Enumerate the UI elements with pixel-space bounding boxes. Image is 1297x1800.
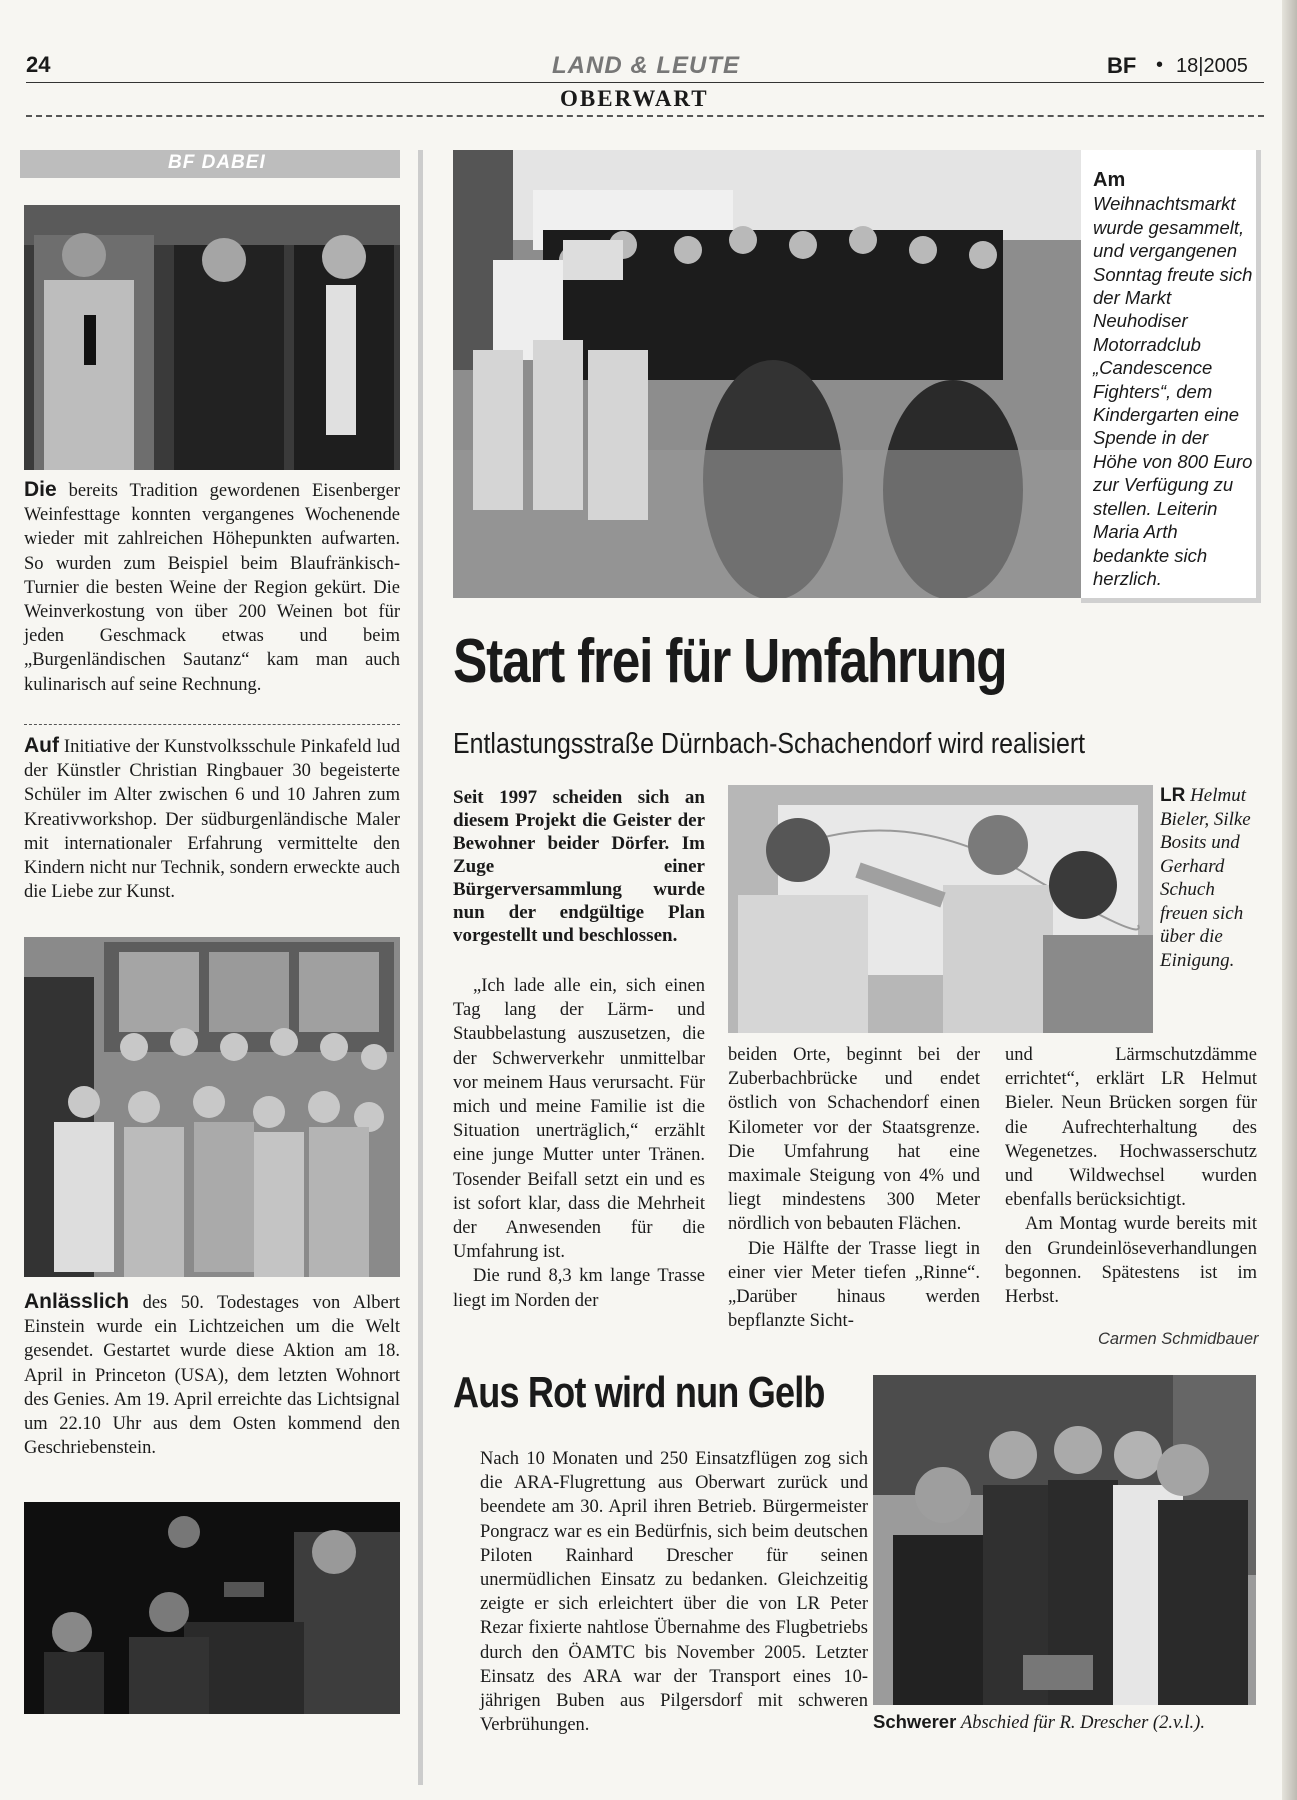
main-headline: Start frei für Umfahrung (453, 627, 1007, 696)
farewell-caption-lead: Schwerer (873, 1711, 957, 1732)
article-col-2-p1: beiden Orte, beginnt bei der Zuberbachbrücke und endet östlich von Schachendorf einen Kilometer vor der Staatsgrenze. Die Umfahrung hat eine maximale Steigung von 4% und liegt mindestens 300 Meter nördlich von bebauten Flächen. (728, 1045, 980, 1235)
article-col-1 (453, 974, 705, 1313)
main-subheadline: Entlastungsstraße Dürnbach-Schachendorf wird realisiert (453, 728, 1086, 760)
caption-text: Weihnachtsmarkt wurde gesammelt, und vergangenen Sonntag freute sich der Markt Neuhodiser Motorradclub „Candescence Fighters“, dem Kindergarten eine Spende in der Höhe von 800 Euro zur Verfügung zu stellen. Leiterin Maria Arth bedankte sich herzlich. (1093, 193, 1253, 589)
issue-number: 18|2005 (1176, 55, 1248, 77)
region-title: OBERWART (560, 86, 709, 111)
article-col-3-p2: Am Montag wurde bereits mit den Grundeinlöseverhandlungen begonnen. Spätestens ist im Herbst. (1005, 1214, 1257, 1308)
wine-text: bereits Tradition gewordenen Eisenberger Weinfesttage konnten vergangenes Wochenende wieder mit zahlreichen Höhepunkten aufwarten. So wurden zum Beispiel beim Blaufränkisch-Turnier die besten Weine der Region gekürt. Die Weinverkostung von über 200 Weinen bot für jeden Geschmack etwas und beim „Burgenländischen Sautanz“ kam man auch kulinarisch auf seine Rechnung. (24, 481, 400, 695)
officials-photo-image (728, 785, 1153, 1033)
wine-photo (24, 205, 400, 470)
article-col-1-p2: Die rund 8,3 km lange Trasse liegt im Norden der (453, 1266, 705, 1311)
officials-caption-text: Helmut Bieler, Silke Bosits und Gerhard Schuch freuen sich über die Einigung. (1160, 785, 1251, 971)
wine-photo-image (24, 205, 400, 470)
sidebar-label-bar (20, 150, 400, 178)
motorcycle-caption-box (1081, 150, 1261, 603)
page-edge (1282, 0, 1297, 1800)
motorcycle-photo (453, 150, 1081, 598)
main-intro: Seit 1997 scheiden sich an diesem Projekt die Geister der Bewohner beider Dörfer. Im Zuge einer Bürgerversammlung wurde nun der endgültige Plan vorgestellt und beschlossen. (453, 787, 705, 946)
einstein-lead: Anlässlich (24, 1290, 130, 1313)
article-author: Carmen Schmidbauer (1098, 1330, 1259, 1348)
section-title: LAND & LEUTE (552, 52, 740, 79)
page-number: 24 (26, 52, 51, 77)
art-text: Initiative der Kunstvolksschule Pinkafeld lud der Künstler Christian Ringbauer 30 begeisterte Schüler im Alter zwischen 6 und 10 Jahren zum Kreativworkshop. Der südburgenländische Maler mit internationaler Erfahrung vermittelte den Kindern nicht nur Technik, sondern erweckte auch die Liebe zur Kunst. (24, 737, 401, 903)
article-col-3-p1: und Lärmschutzdämme errichtet“, erklärt LR Helmut Bieler. Neun Brücken sorgen für die Aufrechterhaltung des Wegenetzes. Hochwasserschutz und Wildwechsel wurden ebenfalls berücksichtigt. (1005, 1045, 1257, 1211)
einstein-text: des 50. Todestages von Albert Einstein wurde ein Lichtzeichen um die Welt gesendet. Gestartet wurde diese Aktion am 18. April in Princeton (USA), dem letzten Wohnort des Genies. Am 19. April erreichte das Lichtsignal um 22.10 Uhr aus dem Osten kommend den Geschriebenstein. (24, 1293, 400, 1459)
header-dashed-rule (26, 115, 1264, 117)
farewell-caption (873, 1711, 1205, 1734)
art-story (24, 734, 400, 904)
children-photo (24, 937, 400, 1277)
article-col-1-p1: „Ich lade alle ein, sich einen Tag lang der Lärm- und Staubbelastung auszusetzen, die der Schwerverkehr unmittelbar vor meinem Haus verursacht. Für mich und meine Familie ist die Situation unerträglich,“ erzählt eine junge Mutter unter Tränen. Tosender Beifall setzt ein und es ist sofort klar, dass die Mehrheit der Anwesenden für die Umfahrung ist. (453, 976, 705, 1263)
wine-lead: Die (24, 478, 57, 501)
bullet-separator: • (1156, 54, 1164, 76)
officials-caption-lead: LR (1160, 785, 1186, 806)
motorcycle-caption (1093, 168, 1253, 590)
second-article-text: Nach 10 Monaten und 250 Einsatzflügen zog sich die ARA-Flugrettung aus Oberwart zurück und beendete am 30. April ihren Betrieb. Bürgermeister Pongracz war es ein Bedürfnis, sich beim deutschen Piloten Rainhard Drescher für seinen unermüdlichen Einsatz zu bedanken. Gleichzeitig zeigte er sich erleichtert über die von LR Peter Rezar fixierte nahtlose Übernahme des Flugbetriebs durch den ÖAMTC bis November 2005. Letzter Einsatz des ARA war der Transport eines 10-jährigen Buben aus Pilgersdorf mit schweren Verbrühungen. (480, 1449, 868, 1736)
article-col-2 (728, 1043, 980, 1333)
einstein-story (24, 1290, 400, 1460)
wine-story (24, 478, 400, 697)
night-photo (24, 1502, 400, 1714)
caption-lead: Am (1093, 169, 1126, 191)
children-photo-image (24, 937, 400, 1277)
farewell-photo-image (873, 1375, 1256, 1705)
farewell-caption-text: Abschied für R. Drescher (2.v.l.). (960, 1713, 1205, 1733)
sidebar-divider-1 (24, 724, 400, 725)
officials-caption (1160, 784, 1260, 972)
officials-photo (728, 785, 1153, 1033)
article-col-3 (1005, 1043, 1257, 1309)
header-rule (26, 82, 1264, 83)
art-lead: Auf (24, 734, 59, 757)
farewell-photo (873, 1375, 1256, 1705)
second-headline: Aus Rot wird nun Gelb (453, 1368, 825, 1417)
publication-name: BF (1107, 53, 1137, 78)
motorcycle-photo-image (453, 150, 1081, 598)
sidebar-label: BF DABEI (168, 152, 266, 173)
article-col-2-p2: Die Hälfte der Trasse liegt in einer vier Meter tiefen „Rinne“. „Darüber hinaus werden bepflanzte Sicht- (728, 1238, 980, 1332)
night-photo-image (24, 1502, 400, 1714)
